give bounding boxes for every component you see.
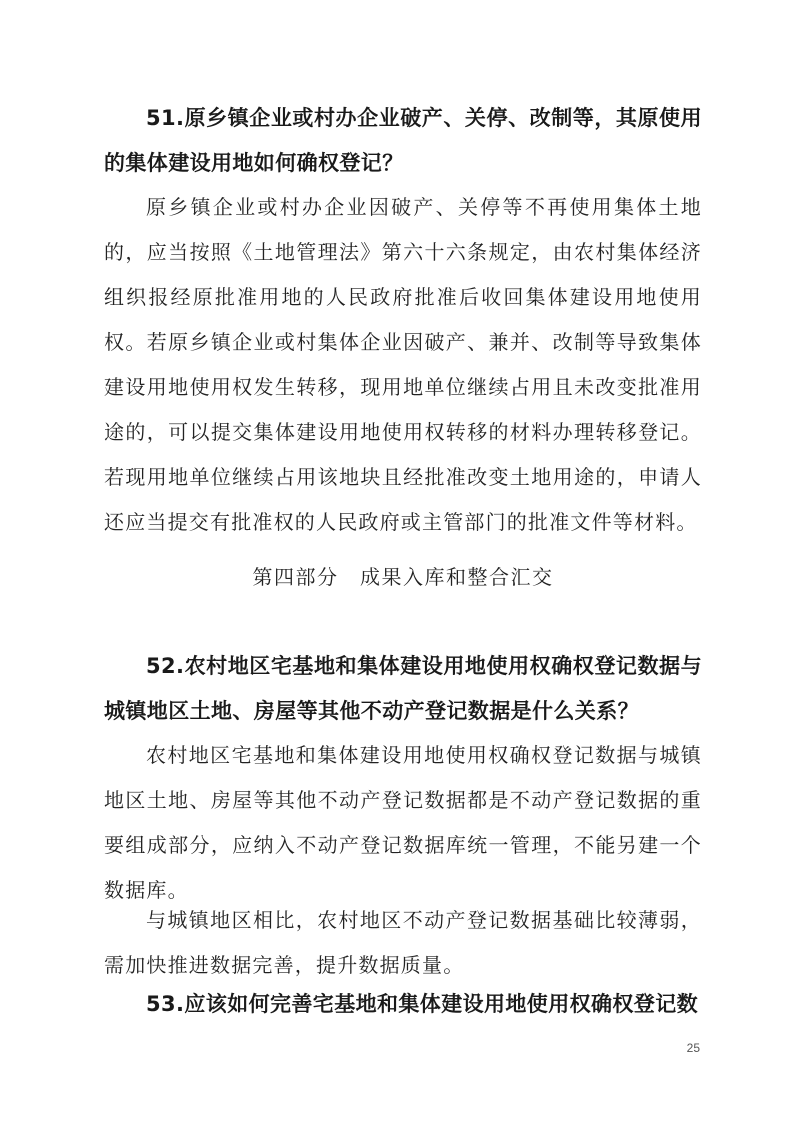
question-53-title: 53.应该如何完善宅基地和集体建设用地使用权确权登记数 xyxy=(146,992,698,1016)
question-51-answer: 原乡镇企业或村办企业因破产、关停等不再使用集体土地的，应当按照《土地管理法》第六十六条规定，由农村集体经济组织报经原批准用地的人民政府批准后收回集体建设用地使用权。若原乡镇企业或村集体企业因破产、兼并、改制等导致集体建设用地使用权发生转移，现用地单位继续占用且未改变批准用途的，可以提交集体建设用地使用权转移的材料办理转移登记。若现用地单位继续占用该地块且经批准改变土地用途的，申请人还应当提交有批准权的人民政府或主管部门的批准文件等材料。 xyxy=(104,195,702,534)
question-51-title: 51.原乡镇企业或村办企业破产、关停、改制等，其原使用的集体建设用地如何确权登记？ xyxy=(104,106,702,175)
section-title: 第四部分 成果入库和整合汇交 xyxy=(252,565,554,589)
question-52-title: 52.农村地区宅基地和集体建设用地使用权确权登记数据与城镇地区土地、房屋等其他不动产登记数据是什么关系？ xyxy=(104,654,702,723)
question-52-answer-paragraph-1: 农村地区宅基地和集体建设用地使用权确权登记数据与城镇地区土地、房屋等其他不动产登记数据都是不动产登记数据的重要组成部分，应纳入不动产登记数据库统一管理，不能另建一个数据库。 xyxy=(104,743,702,902)
question-52-answer-paragraph-2: 与城镇地区相比，农村地区不动产登记数据基础比较薄弱，需加快推进数据完善，提升数据质量。 xyxy=(104,908,702,977)
page-number: 25 xyxy=(686,1041,700,1055)
